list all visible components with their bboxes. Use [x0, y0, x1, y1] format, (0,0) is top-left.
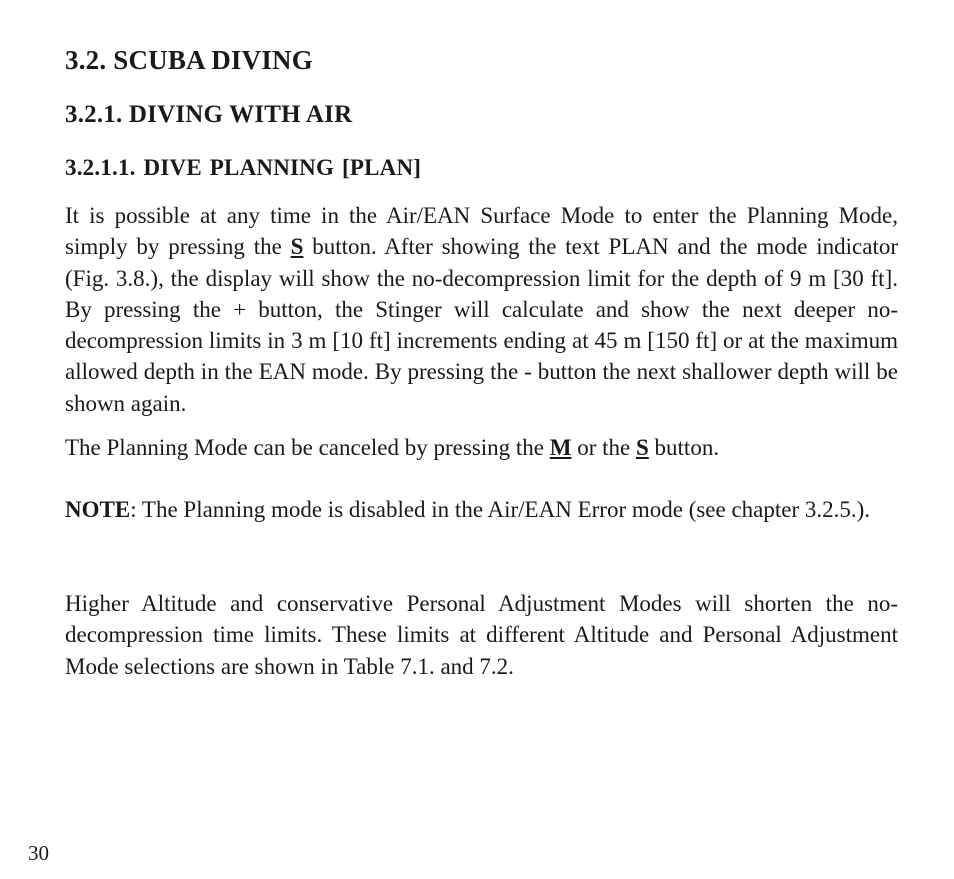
paragraph-text: button.: [648, 435, 720, 460]
paragraph-text: The Planning Mode can be canceled by pressing the: [65, 435, 550, 460]
s-button-label: S: [290, 234, 304, 260]
subsubsection-heading: 3.2.1.1. DIVE PLANNING [PLAN]: [65, 155, 422, 180]
s-button-label: S: [636, 435, 649, 460]
note-label: NOTE: [65, 497, 131, 522]
subsection-heading: 3.2.1. DIVING WITH AIR: [65, 101, 353, 128]
paragraph-text: It is possible at any time in the Air/EAN Surface Mode to enter the Planning Mode, simply by pressing the: [65, 203, 898, 260]
planning-mode-paragraph: [65, 200, 898, 419]
page-number: 30: [28, 841, 49, 865]
cancel-paragraph: [65, 432, 898, 463]
note-text: : The Planning mode is disabled in the Air/EAN Error mode (see chapter 3.2.5.).: [130, 497, 871, 522]
section-heading: 3.2. SCUBA DIVING: [65, 45, 313, 75]
paragraph-text: or the: [571, 435, 636, 460]
paragraph-text: Higher Altitude and conservative Personal Adjustment Modes will shorten the no-decompression time limits. These limits at different Altitude and Personal Adjustment Mode selections are shown in Table 7.1. and 7.2.: [65, 591, 898, 679]
paragraph-text: button. After showing the text PLAN and the mode indicator (Fig. 3.8.), the display will show the no-decompression limit for the depth of 9 m [30 ft]. By pressing the + button, the Stinger will calculate and show the next deeper no-decompression limits in 3 m [10 ft] increments ending at 45 m [150 ft] or at the maximum allowed depth in the EAN mode. By pressing the - button the next shallower depth will be shown again.: [65, 234, 898, 416]
m-button-label: M: [549, 435, 572, 460]
altitude-paragraph: [65, 588, 898, 682]
note-paragraph: [65, 494, 898, 525]
